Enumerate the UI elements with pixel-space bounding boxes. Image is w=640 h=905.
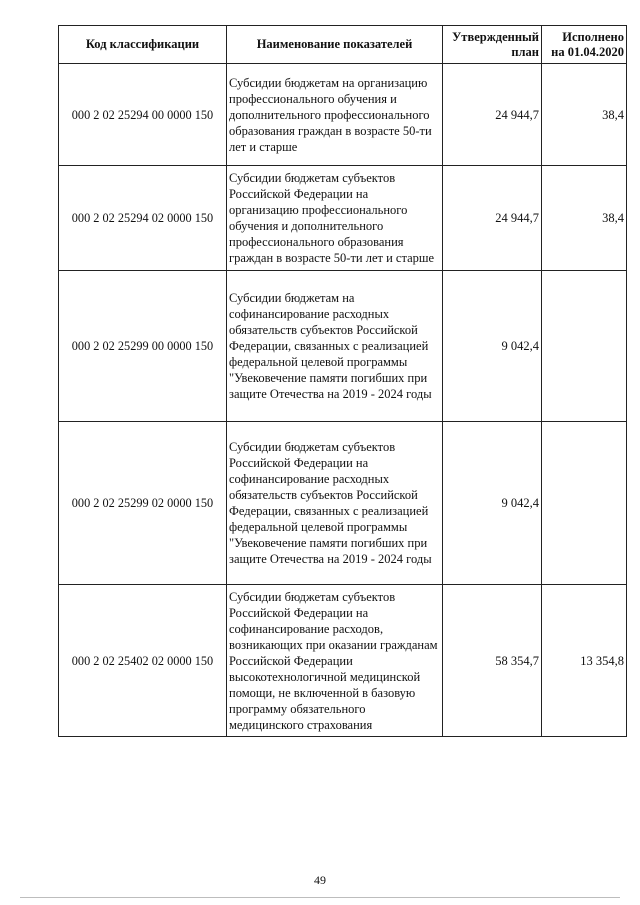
cell-approved-plan: 24 944,7 [443, 166, 542, 271]
cell-classification-code: 000 2 02 25402 02 0000 150 [59, 585, 227, 737]
scan-artifact-line [20, 897, 620, 898]
cell-approved-plan: 58 354,7 [443, 585, 542, 737]
cell-indicator-name: Субсидии бюджетам субъектов Российской Федерации на софинансирование расходов, возникающих при оказании гражданам Российской Федерации высокотехнологичной медицинской помощи, не включенной в базовую программу обязательного медицинского страхования [227, 585, 443, 737]
cell-indicator-name: Субсидии бюджетам на организацию профессионального обучения и дополнительного профессионального образования граждан в возрасте 50-ти лет и старше [227, 64, 443, 166]
cell-approved-plan: 9 042,4 [443, 422, 542, 585]
budget-income-table [58, 25, 627, 737]
cell-executed [542, 422, 627, 585]
header-executed-line2: на 01.04.2020 [551, 44, 624, 59]
cell-executed: 13 354,8 [542, 585, 627, 737]
cell-indicator-name: Субсидии бюджетам на софинансирование расходных обязательств субъектов Российской Федерации, связанных с реализацией федеральной целевой программы "Увековечение памяти погибших при защите Отечества на 2019 - 2024 годы [227, 271, 443, 422]
cell-executed: 38,4 [542, 64, 627, 166]
table-header-row [59, 26, 627, 64]
cell-approved-plan: 24 944,7 [443, 64, 542, 166]
table-row [59, 271, 627, 422]
page-number: 49 [314, 873, 326, 887]
table-row [59, 64, 627, 166]
cell-classification-code: 000 2 02 25299 02 0000 150 [59, 422, 227, 585]
table-row [59, 585, 627, 737]
header-executed-line1: Исполнено [562, 29, 624, 44]
header-classification-code: Код классификации [59, 26, 227, 64]
table-row [59, 166, 627, 271]
cell-classification-code: 000 2 02 25299 00 0000 150 [59, 271, 227, 422]
table-row [59, 422, 627, 585]
header-executed [542, 26, 627, 64]
cell-indicator-name: Субсидии бюджетам субъектов Российской Федерации на организацию профессионального обучения и дополнительного профессионального образования граждан в возрасте 50-ти лет и старше [227, 166, 443, 271]
cell-classification-code: 000 2 02 25294 00 0000 150 [59, 64, 227, 166]
cell-executed: 38,4 [542, 166, 627, 271]
header-approved-plan-line1: Утвержденный [452, 29, 539, 44]
header-approved-plan-line2: план [511, 44, 539, 59]
cell-classification-code: 000 2 02 25294 02 0000 150 [59, 166, 227, 271]
cell-indicator-name: Субсидии бюджетам субъектов Российской Федерации на софинансирование расходных обязательств субъектов Российской Федерации, связанных с реализацией федеральной целевой программы "Увековечение памяти погибших при защите Отечества на 2019 - 2024 годы [227, 422, 443, 585]
cell-executed [542, 271, 627, 422]
header-indicator-name: Наименование показателей [227, 26, 443, 64]
cell-approved-plan: 9 042,4 [443, 271, 542, 422]
header-approved-plan [443, 26, 542, 64]
